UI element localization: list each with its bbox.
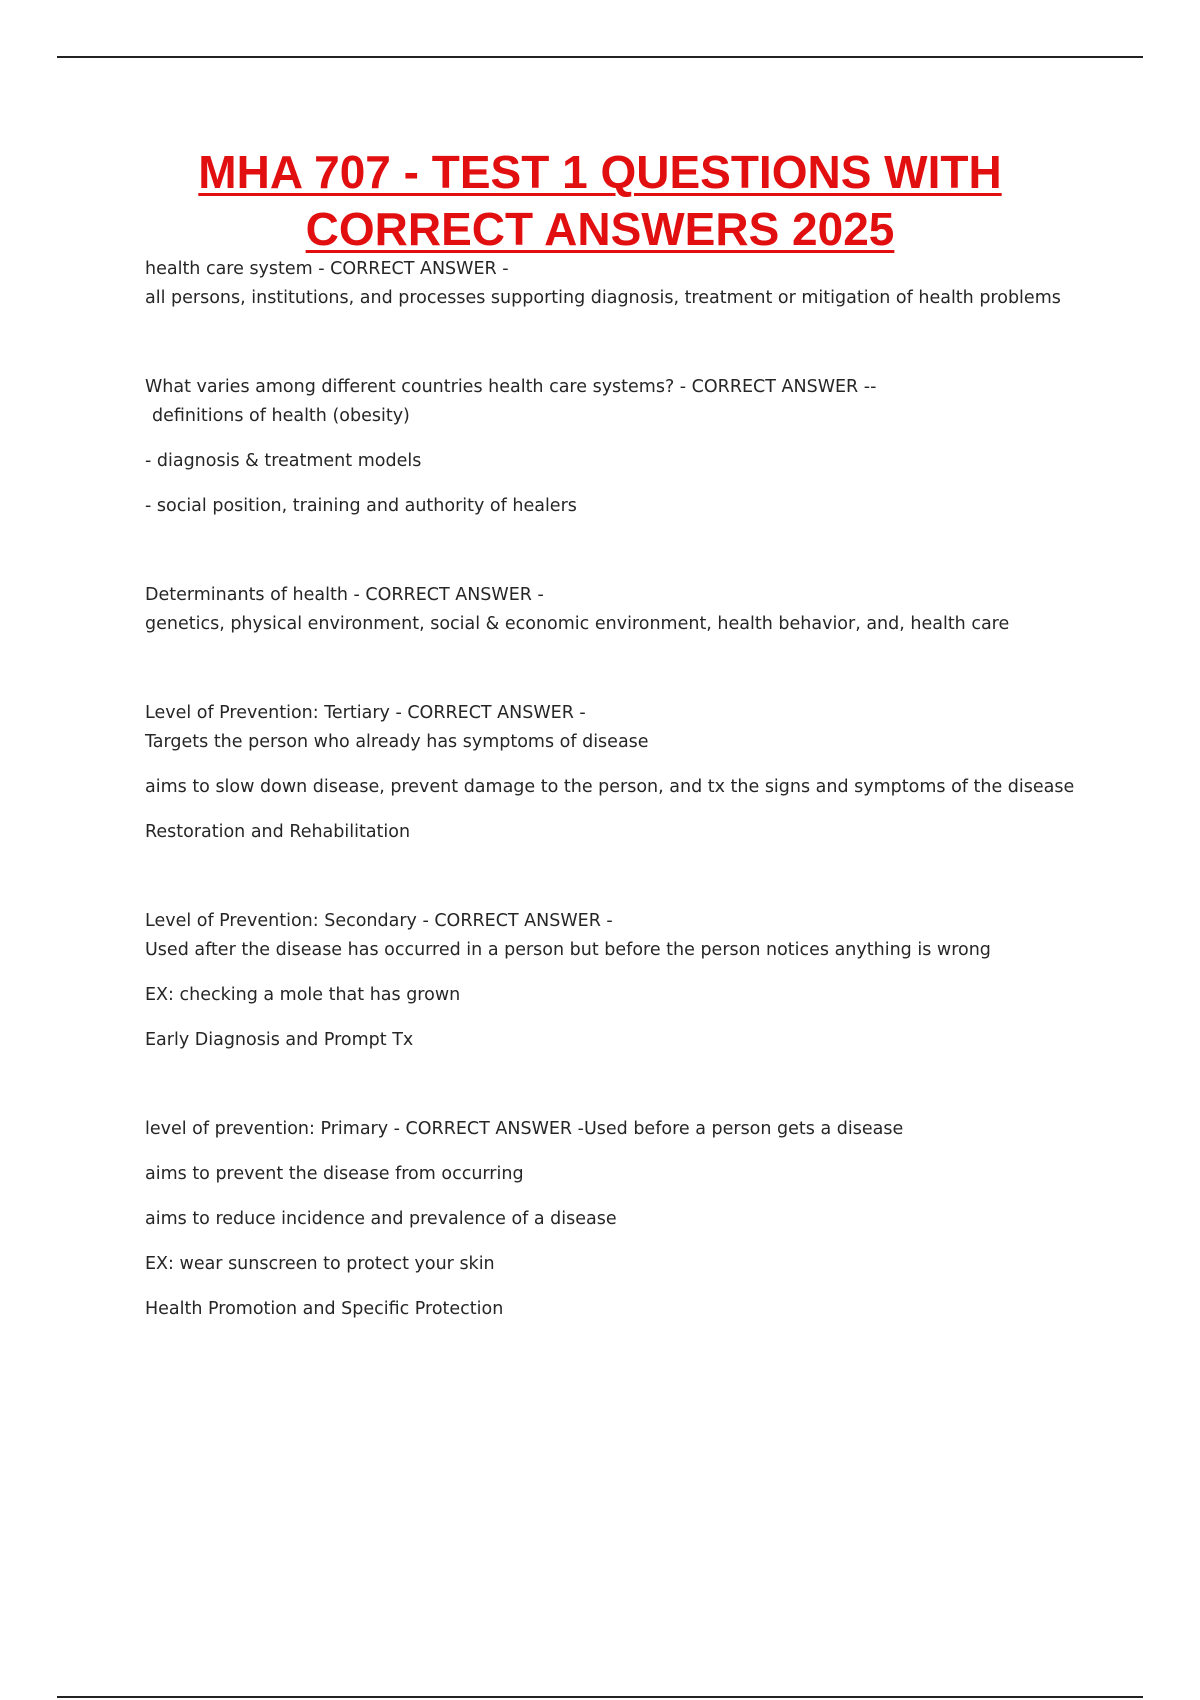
qa-item-determinants-of-health bbox=[145, 581, 1080, 639]
qa-item-health-care-systems-variation bbox=[145, 373, 1080, 521]
question-text: level of prevention: Primary - CORRECT ANSWER -Used before a person gets a disease bbox=[145, 1119, 904, 1139]
answer-text: genetics, physical environment, social & economic environment, health behavior, and, health care bbox=[145, 614, 1010, 634]
qa-item-primary-prevention bbox=[145, 1115, 1080, 1324]
answer-text: - social position, training and authority of healers bbox=[145, 496, 577, 516]
qa-item-secondary-prevention bbox=[145, 907, 1080, 1055]
question-text: What varies among different countries health care systems? - CORRECT ANSWER -- bbox=[145, 377, 877, 397]
answer-text: EX: checking a mole that has grown bbox=[145, 985, 461, 1005]
qa-item-tertiary-prevention bbox=[145, 699, 1080, 847]
title-line-2: CORRECT ANSWERS 2025 bbox=[305, 203, 895, 255]
answer-text: all persons, institutions, and processes supporting diagnosis, treatment or mitigation of health problems bbox=[145, 288, 1061, 308]
question-text: health care system - CORRECT ANSWER - bbox=[145, 259, 509, 279]
document-title bbox=[0, 144, 1200, 258]
answer-text: Used after the disease has occurred in a person but before the person notices anything is wrong bbox=[145, 940, 991, 960]
qa-item-health-care-system bbox=[145, 255, 1080, 313]
title-line-1: MHA 707 - TEST 1 QUESTIONS WITH bbox=[198, 146, 1002, 198]
answer-text: aims to reduce incidence and prevalence of a disease bbox=[145, 1209, 617, 1229]
answer-text: definitions of health (obesity) bbox=[152, 406, 410, 426]
answer-text: EX: wear sunscreen to protect your skin bbox=[145, 1254, 495, 1274]
answer-text: Targets the person who already has symptoms of disease bbox=[145, 732, 649, 752]
answer-text: Restoration and Rehabilitation bbox=[145, 822, 411, 842]
bottom-rule bbox=[57, 1696, 1143, 1698]
answer-text: Health Promotion and Specific Protection bbox=[145, 1299, 504, 1319]
answer-text: - diagnosis & treatment models bbox=[145, 451, 422, 471]
answer-text: Early Diagnosis and Prompt Tx bbox=[145, 1030, 414, 1050]
answer-text: aims to prevent the disease from occurring bbox=[145, 1164, 524, 1184]
answer-text: aims to slow down disease, prevent damage to the person, and tx the signs and symptoms of the disease bbox=[145, 777, 1075, 797]
question-text: Level of Prevention: Secondary - CORRECT ANSWER - bbox=[145, 911, 613, 931]
question-text: Level of Prevention: Tertiary - CORRECT ANSWER - bbox=[145, 703, 586, 723]
question-text: Determinants of health - CORRECT ANSWER - bbox=[145, 585, 544, 605]
top-rule bbox=[57, 56, 1143, 58]
qa-list bbox=[145, 255, 1080, 1324]
